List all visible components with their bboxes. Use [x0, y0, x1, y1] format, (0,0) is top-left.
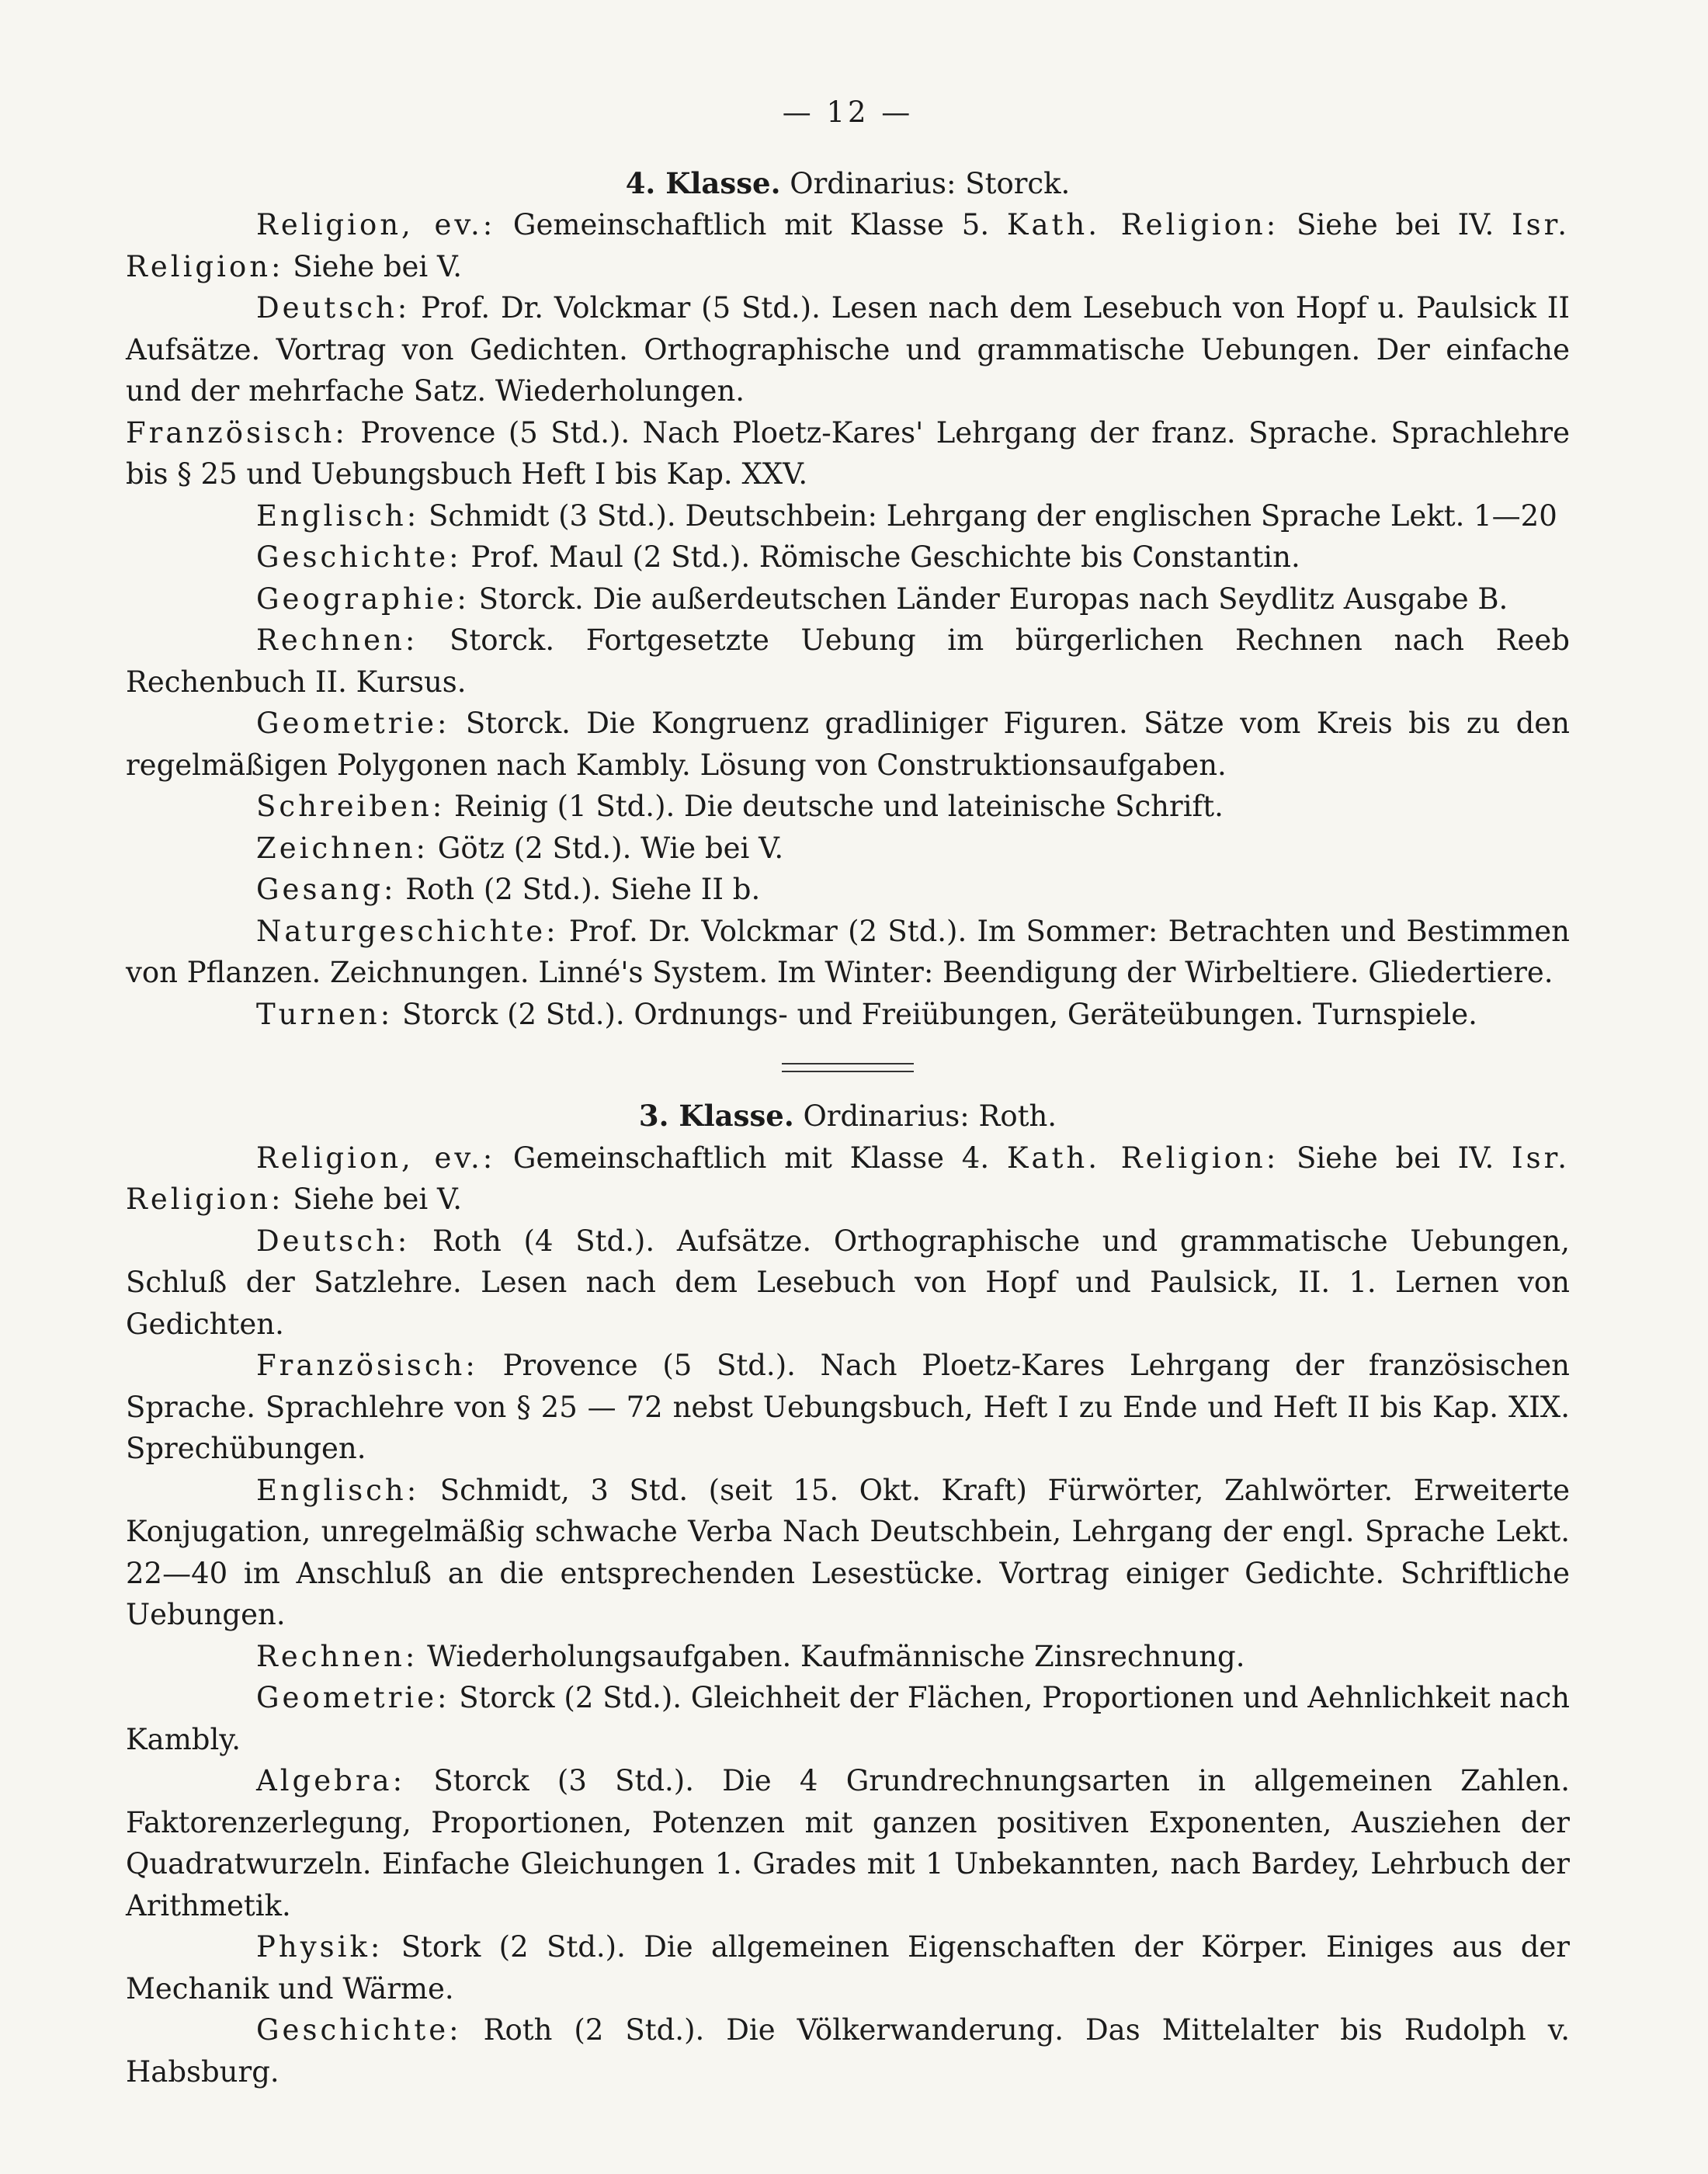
- subject-label: Rechnen:: [256, 1639, 418, 1673]
- subject-label: Französisch:: [126, 415, 348, 450]
- subject-label: Kath. Religion:: [1006, 208, 1279, 241]
- subject-text: Provence (5 Std.). Nach Ploetz-Kares Lehrgang der französischen Sprache. Sprachlehre von § 25 — 72 nebst Uebungsbuch, Heft I zu Ende und Heft II bis Kap. XIX. Sprechübungen.: [126, 1349, 1570, 1465]
- subject-text: Storck (2 Std.). Gleichheit der Flächen, Proportionen und Aehnlichkeit nach Kambly.: [126, 1681, 1570, 1756]
- subject-zeichnen: [126, 828, 1570, 870]
- subject-label: Englisch:: [256, 1473, 420, 1507]
- subject-label: Turnen:: [256, 997, 394, 1031]
- subject-text: Siehe bei IV.: [1296, 208, 1494, 241]
- subject-label: Religion, ev.:: [256, 1141, 496, 1175]
- subject-label: Schreiben:: [256, 790, 446, 823]
- subject-text: Roth (4 Std.). Aufsätze. Orthographische und grammatische Uebungen, Schluß der Satzlehre. Lesen nach dem Lesebuch von Hopf und Paulsick, II. 1. Lernen von Gedichten.: [126, 1224, 1570, 1341]
- subject-deutsch: [126, 1221, 1570, 1346]
- subject-label: Englisch:: [256, 498, 420, 533]
- subject-label: Französisch:: [256, 1349, 478, 1382]
- section-heading: [126, 163, 1570, 205]
- subject-label: Religion, ev.:: [256, 208, 496, 241]
- subject-text: Prof. Dr. Volckmar (5 Std.). Lesen nach dem Lesebuch von Hopf u. Paulsick II Aufsätze. Vortrag von Gedichten. Orthographische und grammatische Uebungen. Der einfache und der mehrfache Satz. Wiederholungen.: [126, 291, 1571, 408]
- subject-label: Geschichte:: [256, 540, 462, 574]
- subject-label: Geometrie:: [256, 707, 450, 740]
- subject-englisch: [126, 495, 1570, 537]
- subject-text: Wiederholungsaufgaben. Kaufmännische Zinsrechnung.: [427, 1639, 1245, 1673]
- subject-text: Storck (2 Std.). Ordnungs- und Freiübungen, Geräteübungen. Turnspiele.: [401, 997, 1477, 1031]
- subject-deutsch: [126, 287, 1570, 412]
- subject-text: Gemeinschaftlich mit Klasse 4.: [512, 1141, 990, 1175]
- subject-text: Provence (5 Std.). Nach Ploetz-Kares' Lehrgang der franz. Sprache. Sprachlehre bis § 25 und Uebungsbuch Heft I bis Kap. XXV.: [126, 415, 1570, 491]
- ordinarius: Ordinarius: Storck.: [790, 166, 1071, 200]
- page-number: — 12 —: [782, 96, 914, 129]
- subject-label: Zeichnen:: [256, 831, 429, 865]
- subject-naturgeschichte: [126, 911, 1570, 994]
- subject-text: Storck. Die Kongruenz gradliniger Figuren. Sätze vom Kreis bis zu den regelmäßigen Polygonen nach Kambly. Lösung von Construktionsaufgaben.: [126, 707, 1570, 782]
- subject-text: Storck. Die außerdeutschen Länder Europas nach Seydlitz Ausgabe B.: [478, 582, 1508, 616]
- subject-text: Storck (3 Std.). Die 4 Grundrechnungsarten in allgemeinen Zahlen. Faktorenzerlegung, Proportionen, Potenzen mit ganzen positiven Exponenten, Ausziehen der Quadratwurzeln. Einfache Gleichungen 1. Grades mit 1 Unbekannten, nach Bardey, Lehrbuch der Arithmetik.: [126, 1764, 1570, 1922]
- subject-text: Siehe bei V.: [293, 249, 463, 283]
- subject-text: Roth (2 Std.). Die Völkerwanderung. Das Mittelalter bis Rudolph v. Habsburg.: [126, 2013, 1570, 2089]
- subject-geschichte: [126, 537, 1570, 578]
- subject-physik: [126, 1926, 1570, 2009]
- subject-text: Prof. Dr. Volckmar (2 Std.). Im Sommer: Betrachten und Bestimmen von Pflanzen. Zeichnungen. Linné's System. Im Winter: Beendigung der Wirbeltiere. Gliedertiere.: [126, 914, 1570, 989]
- subject-text: Gemeinschaftlich mit Klasse 5.: [512, 208, 990, 241]
- subject-schreiben: [126, 786, 1570, 828]
- subject-franzoesisch: [126, 1345, 1570, 1470]
- subject-geographie: [126, 578, 1570, 620]
- class-title: 4. Klasse.: [625, 165, 781, 200]
- section-heading: [126, 1096, 1570, 1137]
- subject-text: Storck. Fortgesetzte Uebung im bürgerlichen Rechnen nach Reeb Rechenbuch II. Kursus.: [126, 623, 1570, 699]
- subject-geometrie: [126, 703, 1570, 786]
- subject-turnen: [126, 994, 1570, 1036]
- subject-gesang: [126, 869, 1570, 911]
- subject-label: Algebra:: [256, 1764, 406, 1797]
- subject-text: Götz (2 Std.). Wie bei V.: [437, 831, 784, 865]
- subject-text: Reinig (1 Std.). Die deutsche und lateinische Schrift.: [453, 790, 1224, 823]
- subject-algebra: [126, 1760, 1570, 1926]
- subject-label: Rechnen:: [256, 623, 418, 657]
- subject-label: Deutsch:: [256, 1224, 411, 1258]
- document-page: [126, 92, 1570, 2092]
- subject-rechnen: [126, 1636, 1570, 1678]
- subject-label: Geschichte:: [256, 2013, 462, 2047]
- ordinarius: Ordinarius: Roth.: [803, 1099, 1057, 1133]
- subject-text: Schmidt, 3 Std. (seit 15. Okt. Kraft) Fürwörter, Zahlwörter. Erweiterte Konjugation, unregelmäßig schwache Verba Nach Deutschbein, Lehrgang der engl. Sprache Lekt. 22—40 im Anschluß an die entsprechenden Lesestücke. Vortrag einiger Gedichte. Schriftliche Uebungen.: [126, 1473, 1570, 1631]
- subject-englisch: [126, 1470, 1570, 1636]
- subject-text: Schmidt (3 Std.). Deutschbein: Lehrgang der englischen Sprache Lekt. 1—20: [428, 498, 1557, 533]
- section-class-3: [126, 1096, 1570, 2092]
- subject-text: Siehe bei V.: [293, 1183, 463, 1216]
- subject-franzoesisch: [126, 412, 1570, 495]
- subject-label: Kath. Religion:: [1006, 1141, 1279, 1175]
- subject-text: Roth (2 Std.). Siehe II b.: [405, 873, 761, 906]
- section-divider: [126, 1044, 1570, 1091]
- subject-religion: [126, 204, 1570, 287]
- subject-label: Geometrie:: [256, 1681, 450, 1714]
- divider-rule: [782, 1063, 914, 1072]
- subject-label: Gesang:: [256, 873, 397, 906]
- subject-label: Physik:: [256, 1930, 384, 1964]
- subject-label: Naturgeschichte:: [256, 914, 559, 948]
- subject-rechnen: [126, 620, 1570, 703]
- subject-label: Isr. Religion:: [126, 208, 1571, 283]
- subject-geometrie: [126, 1677, 1570, 1760]
- subject-text: Siehe bei IV.: [1296, 1141, 1494, 1175]
- subject-religion: [126, 1137, 1570, 1221]
- subject-label: Deutsch:: [256, 291, 411, 325]
- subject-text: Prof. Maul (2 Std.). Römische Geschichte bis Constantin.: [470, 540, 1300, 574]
- subject-label: Isr. Religion:: [126, 1141, 1571, 1216]
- section-class-4: [126, 163, 1570, 1036]
- subject-label: Geographie:: [256, 582, 470, 616]
- subject-geschichte: [126, 2009, 1570, 2092]
- class-title: 3. Klasse.: [638, 1099, 794, 1133]
- subject-text: Stork (2 Std.). Die allgemeinen Eigenschaften der Körper. Einiges aus der Mechanik und Wärme.: [126, 1930, 1570, 2006]
